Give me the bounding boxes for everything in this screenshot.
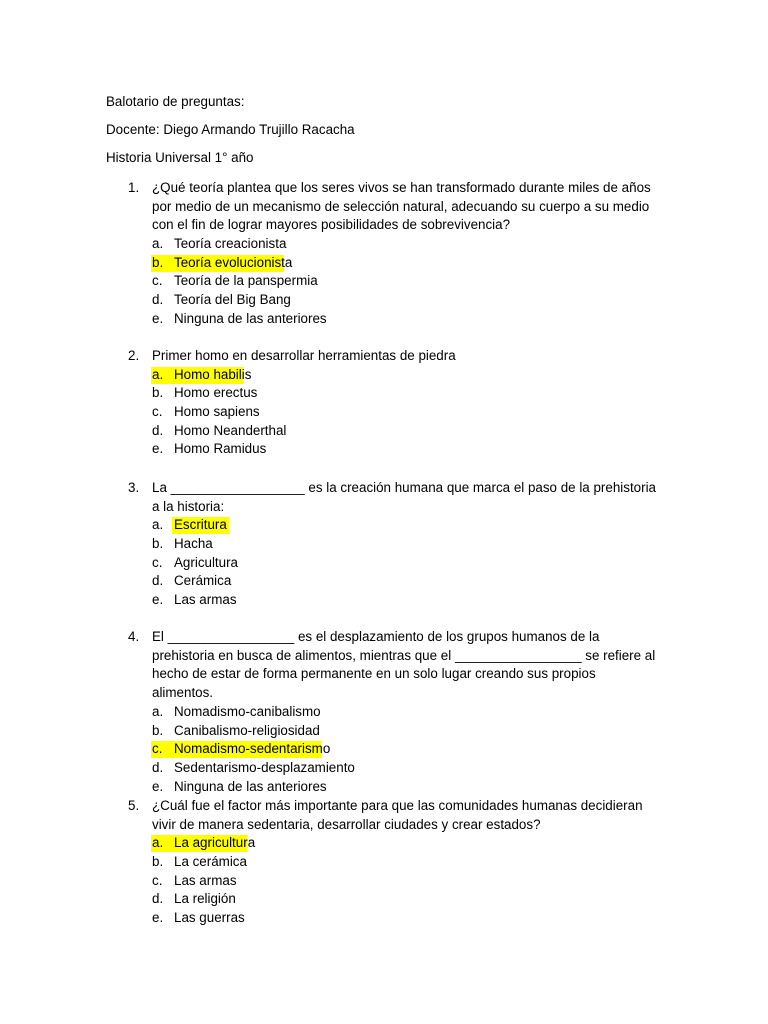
- option-letter: b.: [152, 254, 164, 270]
- question-text: ¿Cuál fue el factor más importante para que las comunidades humanas decidieran vivir de manera sedentaria, desarrollar ciudades y crear estados?: [152, 798, 643, 832]
- option-letter: c.: [152, 872, 163, 888]
- option-letter: c.: [152, 741, 163, 757]
- course-line: Historia Universal 1° año: [106, 150, 254, 165]
- question-text: La __________________ es la creación humana que marca el paso de la prehistoria a la historia:: [152, 480, 656, 514]
- option-letter: a.: [152, 835, 164, 851]
- option-text: Cerámica: [174, 573, 232, 589]
- option-text: Homo habilis: [174, 366, 252, 382]
- option-text: Las armas: [174, 872, 237, 888]
- answer-options: [0, 703, 768, 796]
- option-letter: c.: [152, 404, 163, 420]
- document-title: Balotario de preguntas:: [106, 94, 245, 109]
- option-text: Agricultura: [174, 554, 239, 570]
- option-text: Teoría del Big Bang: [174, 292, 291, 308]
- answer-option: [0, 291, 768, 310]
- option-letter: b.: [152, 536, 164, 552]
- option-text: Las armas: [174, 592, 237, 608]
- answer-option: [0, 554, 768, 573]
- option-letter: a.: [152, 366, 164, 382]
- option-letter: e.: [152, 592, 164, 608]
- answer-option-correct: [0, 740, 768, 759]
- question-text: Primer homo en desarrollar herramientas de piedra: [152, 348, 456, 363]
- option-text: La cerámica: [174, 854, 247, 870]
- question-1: [0, 179, 768, 329]
- option-text: Homo erectus: [174, 385, 258, 401]
- answer-option: [0, 535, 768, 554]
- option-letter: a.: [152, 236, 164, 252]
- option-text: Homo Neanderthal: [174, 422, 287, 438]
- option-text: Nomadismo-sedentarismo: [174, 741, 331, 757]
- question-text: El _________________ es el desplazamiento de los grupos humanos de la prehistoria en busca de alimentos, mientras que el _________________ se refiere al hecho de estar de forma permanente en un solo lugar creando sus propios alimentos.: [152, 629, 656, 701]
- answer-option: [0, 403, 768, 422]
- option-letter: e.: [152, 441, 164, 457]
- option-text: Ninguna de las anteriores: [174, 778, 327, 794]
- answer-option: [0, 422, 768, 441]
- answer-option: [0, 703, 768, 722]
- option-text: Nomadismo-canibalismo: [174, 703, 321, 719]
- option-letter: d.: [152, 573, 164, 589]
- answer-options: [0, 834, 768, 927]
- answer-option: [0, 591, 768, 610]
- question-5: [0, 797, 768, 928]
- answer-option-correct: [0, 834, 768, 853]
- option-text: Homo Ramidus: [174, 441, 267, 457]
- option-text: Teoría de la panspermia: [174, 273, 318, 289]
- answer-options: [0, 366, 768, 459]
- option-letter: a.: [152, 517, 164, 533]
- answer-option: [0, 759, 768, 778]
- option-text: Teoría evolucionista: [174, 254, 293, 270]
- option-text: Homo sapiens: [174, 404, 260, 420]
- question-2: [0, 347, 768, 459]
- question-text: ¿Qué teoría plantea que los seres vivos se han transformado durante miles de años por medio de un mecanismo de selección natural, adecuando su cuerpo a su medio con el fin de lograr mayores posibilidades de sobrevivencia?: [152, 180, 651, 233]
- option-text: Escritura: [174, 517, 227, 533]
- answer-option: [0, 722, 768, 741]
- option-text: Sedentarismo-desplazamiento: [174, 759, 355, 775]
- option-text: La agricultura: [174, 835, 256, 851]
- answer-option: [0, 572, 768, 591]
- option-letter: a.: [152, 703, 164, 719]
- answer-option: [0, 778, 768, 797]
- answer-option: [0, 384, 768, 403]
- option-letter: d.: [152, 422, 164, 438]
- option-letter: c.: [152, 273, 163, 289]
- option-text: Las guerras: [174, 910, 245, 926]
- option-letter: e.: [152, 910, 164, 926]
- answer-option: [0, 235, 768, 254]
- answer-option: [0, 909, 768, 928]
- question-number: 2.: [128, 348, 140, 363]
- answer-option-correct: [0, 516, 768, 535]
- question-4: [0, 628, 768, 796]
- teacher-line: Docente: Diego Armando Trujillo Racacha: [106, 122, 355, 137]
- option-letter: e.: [152, 778, 164, 794]
- answer-option-correct: [0, 254, 768, 273]
- option-text: La religión: [174, 891, 236, 907]
- answer-option: [0, 310, 768, 329]
- option-text: Canibalismo-religiosidad: [174, 722, 320, 738]
- option-letter: b.: [152, 722, 164, 738]
- question-number: 3.: [128, 480, 140, 495]
- answer-option: [0, 872, 768, 891]
- option-letter: e.: [152, 310, 164, 326]
- answer-option-correct: [0, 366, 768, 385]
- option-text: Hacha: [174, 536, 213, 552]
- option-letter: d.: [152, 759, 164, 775]
- question-number: 4.: [128, 629, 140, 644]
- option-letter: c.: [152, 554, 163, 570]
- option-letter: b.: [152, 854, 164, 870]
- question-3: [0, 479, 768, 610]
- option-letter: b.: [152, 385, 164, 401]
- answer-option: [0, 272, 768, 291]
- answer-option: [0, 440, 768, 459]
- option-text: Ninguna de las anteriores: [174, 310, 327, 326]
- question-number: 1.: [128, 180, 140, 195]
- option-text: Teoría creacionista: [174, 236, 287, 252]
- answer-options: [0, 235, 768, 328]
- option-letter: d.: [152, 891, 164, 907]
- answer-options: [0, 516, 768, 609]
- answer-option: [0, 890, 768, 909]
- option-letter: d.: [152, 292, 164, 308]
- question-number: 5.: [128, 798, 140, 813]
- answer-option: [0, 853, 768, 872]
